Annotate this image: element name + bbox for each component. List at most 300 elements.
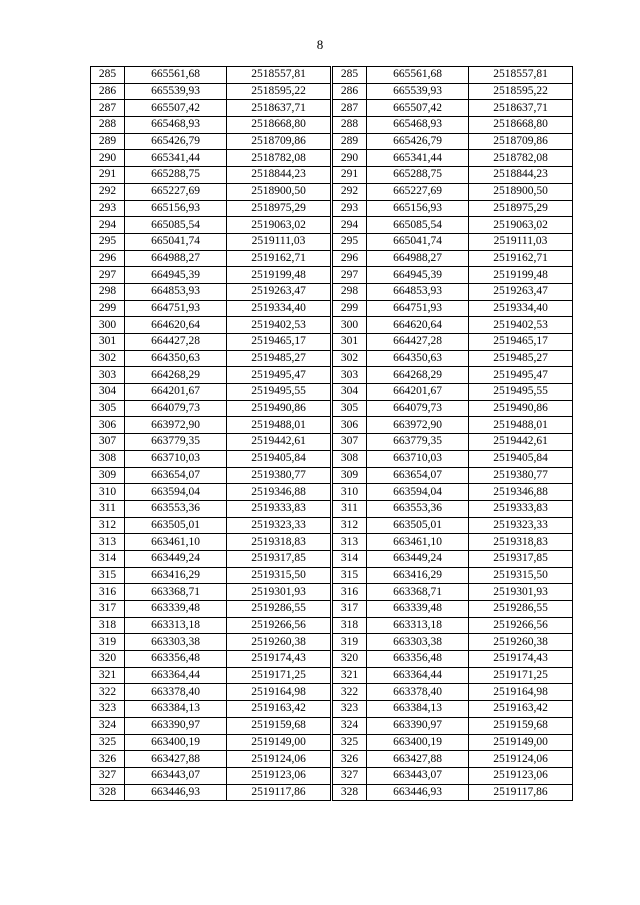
y-coordinate-cell: 2518709,86 <box>469 133 573 150</box>
table-row <box>333 417 573 434</box>
y-coordinate-cell: 2519334,40 <box>469 300 573 317</box>
x-coordinate-cell: 664427,28 <box>125 334 227 351</box>
x-coordinate-cell: 663461,10 <box>125 534 227 551</box>
table-row <box>333 83 573 100</box>
table-row <box>91 233 331 250</box>
x-coordinate-cell: 663384,13 <box>125 701 227 718</box>
x-coordinate-cell: 663368,71 <box>367 584 469 601</box>
point-number-cell: 321 <box>91 667 125 684</box>
y-coordinate-cell: 2518637,71 <box>469 100 573 117</box>
x-coordinate-cell: 665539,93 <box>125 83 227 100</box>
table-row <box>333 634 573 651</box>
point-number-cell: 289 <box>91 133 125 150</box>
point-number-cell: 286 <box>333 83 367 100</box>
table-row <box>91 634 331 651</box>
y-coordinate-cell: 2519318,83 <box>469 534 573 551</box>
x-coordinate-cell: 664201,67 <box>367 384 469 401</box>
x-coordinate-cell: 664268,29 <box>367 367 469 384</box>
point-number-cell: 310 <box>91 484 125 501</box>
table-row <box>333 133 573 150</box>
x-coordinate-cell: 663446,93 <box>125 784 227 801</box>
y-coordinate-cell: 2519442,61 <box>469 434 573 451</box>
x-coordinate-cell: 663378,40 <box>125 684 227 701</box>
point-number-cell: 290 <box>333 150 367 167</box>
y-coordinate-cell: 2518900,50 <box>469 183 573 200</box>
y-coordinate-cell: 2519149,00 <box>469 734 573 751</box>
y-coordinate-cell: 2519465,17 <box>227 334 331 351</box>
x-coordinate-cell: 663303,38 <box>367 634 469 651</box>
table-row <box>91 67 331 84</box>
point-number-cell: 301 <box>91 334 125 351</box>
point-number-cell: 300 <box>333 317 367 334</box>
table-row <box>333 651 573 668</box>
table-row <box>333 217 573 234</box>
table-row <box>91 534 331 551</box>
x-coordinate-cell: 663364,44 <box>125 667 227 684</box>
table-row <box>333 617 573 634</box>
x-coordinate-cell: 663505,01 <box>125 517 227 534</box>
y-coordinate-cell: 2519260,38 <box>469 634 573 651</box>
table-row <box>91 400 331 417</box>
y-coordinate-cell: 2518844,23 <box>227 167 331 184</box>
point-number-cell: 325 <box>91 734 125 751</box>
x-coordinate-cell: 665561,68 <box>125 67 227 84</box>
x-coordinate-cell: 663339,48 <box>367 601 469 618</box>
point-number-cell: 302 <box>91 350 125 367</box>
x-coordinate-cell: 665227,69 <box>125 183 227 200</box>
point-number-cell: 309 <box>91 467 125 484</box>
point-number-cell: 323 <box>91 701 125 718</box>
table-row <box>91 167 331 184</box>
y-coordinate-cell: 2519123,06 <box>469 767 573 784</box>
table-row <box>91 734 331 751</box>
y-coordinate-cell: 2519164,98 <box>227 684 331 701</box>
table-row <box>91 651 331 668</box>
y-coordinate-cell: 2519199,48 <box>469 267 573 284</box>
y-coordinate-cell: 2519488,01 <box>469 417 573 434</box>
point-number-cell: 321 <box>333 667 367 684</box>
y-coordinate-cell: 2518782,08 <box>227 150 331 167</box>
point-number-cell: 325 <box>333 734 367 751</box>
y-coordinate-cell: 2519163,42 <box>227 701 331 718</box>
table-row <box>333 267 573 284</box>
y-coordinate-cell: 2519164,98 <box>469 684 573 701</box>
y-coordinate-cell: 2519174,43 <box>469 651 573 668</box>
point-number-cell: 311 <box>333 500 367 517</box>
point-number-cell: 315 <box>91 567 125 584</box>
table-row <box>333 350 573 367</box>
point-number-cell: 300 <box>91 317 125 334</box>
table-row <box>91 517 331 534</box>
x-coordinate-cell: 665539,93 <box>367 83 469 100</box>
y-coordinate-cell: 2519442,61 <box>227 434 331 451</box>
y-coordinate-cell: 2519485,27 <box>227 350 331 367</box>
x-coordinate-cell: 665341,44 <box>125 150 227 167</box>
y-coordinate-cell: 2519171,25 <box>227 667 331 684</box>
x-coordinate-cell: 663710,03 <box>125 450 227 467</box>
x-coordinate-cell: 665468,93 <box>125 117 227 134</box>
table-row <box>333 717 573 734</box>
y-coordinate-cell: 2519263,47 <box>469 283 573 300</box>
point-number-cell: 288 <box>91 117 125 134</box>
point-number-cell: 301 <box>333 334 367 351</box>
x-coordinate-cell: 663654,07 <box>367 467 469 484</box>
x-coordinate-cell: 663449,24 <box>125 550 227 567</box>
point-number-cell: 326 <box>91 751 125 768</box>
table-row <box>91 133 331 150</box>
y-coordinate-cell: 2519465,17 <box>469 334 573 351</box>
table-row <box>91 317 331 334</box>
x-coordinate-cell: 663553,36 <box>367 500 469 517</box>
y-coordinate-cell: 2519124,06 <box>469 751 573 768</box>
x-coordinate-cell: 663427,88 <box>125 751 227 768</box>
point-number-cell: 293 <box>91 200 125 217</box>
table-row <box>91 500 331 517</box>
point-number-cell: 298 <box>91 283 125 300</box>
table-row <box>333 567 573 584</box>
table-row <box>333 334 573 351</box>
point-number-cell: 316 <box>91 584 125 601</box>
point-number-cell: 302 <box>333 350 367 367</box>
point-number-cell: 319 <box>91 634 125 651</box>
y-coordinate-cell: 2519334,40 <box>227 300 331 317</box>
y-coordinate-cell: 2519174,43 <box>227 651 331 668</box>
point-number-cell: 322 <box>333 684 367 701</box>
table-row <box>91 117 331 134</box>
y-coordinate-cell: 2519162,71 <box>227 250 331 267</box>
y-coordinate-cell: 2518782,08 <box>469 150 573 167</box>
table-row <box>333 100 573 117</box>
y-coordinate-cell: 2519266,56 <box>227 617 331 634</box>
point-number-cell: 299 <box>333 300 367 317</box>
y-coordinate-cell: 2519111,03 <box>227 233 331 250</box>
y-coordinate-cell: 2519485,27 <box>469 350 573 367</box>
table-row <box>91 283 331 300</box>
point-number-cell: 307 <box>91 434 125 451</box>
point-number-cell: 296 <box>91 250 125 267</box>
x-coordinate-cell: 663594,04 <box>125 484 227 501</box>
x-coordinate-cell: 664079,73 <box>367 400 469 417</box>
y-coordinate-cell: 2519380,77 <box>227 467 331 484</box>
y-coordinate-cell: 2518900,50 <box>227 183 331 200</box>
point-number-cell: 327 <box>91 767 125 784</box>
coordinates-table-right <box>332 66 573 801</box>
x-coordinate-cell: 665227,69 <box>367 183 469 200</box>
y-coordinate-cell: 2519323,33 <box>227 517 331 534</box>
y-coordinate-cell: 2519405,84 <box>227 450 331 467</box>
table-row <box>333 601 573 618</box>
point-number-cell: 319 <box>333 634 367 651</box>
point-number-cell: 324 <box>333 717 367 734</box>
point-number-cell: 295 <box>91 233 125 250</box>
y-coordinate-cell: 2519318,83 <box>227 534 331 551</box>
table-row <box>333 484 573 501</box>
point-number-cell: 320 <box>333 651 367 668</box>
table-row <box>333 384 573 401</box>
point-number-cell: 294 <box>91 217 125 234</box>
x-coordinate-cell: 663390,97 <box>367 717 469 734</box>
point-number-cell: 318 <box>91 617 125 634</box>
point-number-cell: 297 <box>91 267 125 284</box>
y-coordinate-cell: 2519346,88 <box>227 484 331 501</box>
x-coordinate-cell: 663446,93 <box>367 784 469 801</box>
x-coordinate-cell: 665041,74 <box>367 233 469 250</box>
y-coordinate-cell: 2519495,47 <box>227 367 331 384</box>
x-coordinate-cell: 665085,54 <box>125 217 227 234</box>
point-number-cell: 314 <box>333 550 367 567</box>
y-coordinate-cell: 2519159,68 <box>227 717 331 734</box>
x-coordinate-cell: 664620,64 <box>125 317 227 334</box>
point-number-cell: 304 <box>91 384 125 401</box>
x-coordinate-cell: 663505,01 <box>367 517 469 534</box>
table-row <box>333 701 573 718</box>
table-row <box>91 367 331 384</box>
y-coordinate-cell: 2519301,93 <box>227 584 331 601</box>
x-coordinate-cell: 663378,40 <box>367 684 469 701</box>
table-row <box>333 467 573 484</box>
table-row <box>333 517 573 534</box>
y-coordinate-cell: 2519490,86 <box>469 400 573 417</box>
x-coordinate-cell: 663313,18 <box>367 617 469 634</box>
x-coordinate-cell: 663390,97 <box>125 717 227 734</box>
table-row <box>333 300 573 317</box>
point-number-cell: 327 <box>333 767 367 784</box>
y-coordinate-cell: 2519199,48 <box>227 267 331 284</box>
point-number-cell: 285 <box>333 67 367 84</box>
y-coordinate-cell: 2518844,23 <box>469 167 573 184</box>
table-row <box>333 500 573 517</box>
x-coordinate-cell: 663461,10 <box>367 534 469 551</box>
x-coordinate-cell: 664988,27 <box>367 250 469 267</box>
point-number-cell: 328 <box>333 784 367 801</box>
x-coordinate-cell: 664751,93 <box>367 300 469 317</box>
point-number-cell: 298 <box>333 283 367 300</box>
y-coordinate-cell: 2518975,29 <box>469 200 573 217</box>
x-coordinate-cell: 665468,93 <box>367 117 469 134</box>
x-coordinate-cell: 664988,27 <box>125 250 227 267</box>
y-coordinate-cell: 2519402,53 <box>469 317 573 334</box>
y-coordinate-cell: 2518975,29 <box>227 200 331 217</box>
y-coordinate-cell: 2519263,47 <box>227 283 331 300</box>
table-row <box>333 250 573 267</box>
x-coordinate-cell: 663400,19 <box>367 734 469 751</box>
x-coordinate-cell: 664201,67 <box>125 384 227 401</box>
point-number-cell: 322 <box>91 684 125 701</box>
x-coordinate-cell: 663972,90 <box>367 417 469 434</box>
point-number-cell: 311 <box>91 500 125 517</box>
y-coordinate-cell: 2519159,68 <box>469 717 573 734</box>
y-coordinate-cell: 2519402,53 <box>227 317 331 334</box>
coordinates-table-left <box>90 66 331 801</box>
point-number-cell: 323 <box>333 701 367 718</box>
point-number-cell: 292 <box>91 183 125 200</box>
x-coordinate-cell: 665341,44 <box>367 150 469 167</box>
point-number-cell: 309 <box>333 467 367 484</box>
table-row <box>333 400 573 417</box>
table-row <box>333 734 573 751</box>
point-number-cell: 320 <box>91 651 125 668</box>
y-coordinate-cell: 2519333,83 <box>227 500 331 517</box>
point-number-cell: 303 <box>333 367 367 384</box>
table-row <box>333 317 573 334</box>
table-row <box>333 584 573 601</box>
x-coordinate-cell: 663443,07 <box>367 767 469 784</box>
table-row <box>333 117 573 134</box>
point-number-cell: 288 <box>333 117 367 134</box>
point-number-cell: 285 <box>91 67 125 84</box>
y-coordinate-cell: 2519488,01 <box>227 417 331 434</box>
table-row <box>333 67 573 84</box>
page-number: 8 <box>316 37 324 52</box>
table-row <box>91 434 331 451</box>
table-row <box>333 150 573 167</box>
y-coordinate-cell: 2518668,80 <box>469 117 573 134</box>
y-coordinate-cell: 2519346,88 <box>469 484 573 501</box>
x-coordinate-cell: 664853,93 <box>367 283 469 300</box>
point-number-cell: 312 <box>91 517 125 534</box>
x-coordinate-cell: 663779,35 <box>367 434 469 451</box>
point-number-cell: 308 <box>333 450 367 467</box>
table-row <box>91 200 331 217</box>
y-coordinate-cell: 2519301,93 <box>469 584 573 601</box>
point-number-cell: 305 <box>333 400 367 417</box>
point-number-cell: 289 <box>333 133 367 150</box>
x-coordinate-cell: 665426,79 <box>125 133 227 150</box>
x-coordinate-cell: 663972,90 <box>125 417 227 434</box>
x-coordinate-cell: 665288,75 <box>125 167 227 184</box>
table-row <box>333 684 573 701</box>
table-row <box>91 334 331 351</box>
y-coordinate-cell: 2518557,81 <box>227 67 331 84</box>
x-coordinate-cell: 663400,19 <box>125 734 227 751</box>
x-coordinate-cell: 663710,03 <box>367 450 469 467</box>
table-row <box>91 150 331 167</box>
y-coordinate-cell: 2519380,77 <box>469 467 573 484</box>
point-number-cell: 287 <box>91 100 125 117</box>
x-coordinate-cell: 663427,88 <box>367 751 469 768</box>
point-number-cell: 294 <box>333 217 367 234</box>
y-coordinate-cell: 2518557,81 <box>469 67 573 84</box>
x-coordinate-cell: 663356,48 <box>125 651 227 668</box>
point-number-cell: 328 <box>91 784 125 801</box>
table-row <box>333 767 573 784</box>
x-coordinate-cell: 665288,75 <box>367 167 469 184</box>
table-row <box>91 484 331 501</box>
point-number-cell: 304 <box>333 384 367 401</box>
x-coordinate-cell: 663594,04 <box>367 484 469 501</box>
table-row <box>91 350 331 367</box>
y-coordinate-cell: 2519315,50 <box>227 567 331 584</box>
table-row <box>91 450 331 467</box>
x-coordinate-cell: 665507,42 <box>125 100 227 117</box>
y-coordinate-cell: 2518595,22 <box>227 83 331 100</box>
point-number-cell: 295 <box>333 233 367 250</box>
table-row <box>333 367 573 384</box>
y-coordinate-cell: 2519117,86 <box>469 784 573 801</box>
y-coordinate-cell: 2519123,06 <box>227 767 331 784</box>
x-coordinate-cell: 665156,93 <box>367 200 469 217</box>
x-coordinate-cell: 664620,64 <box>367 317 469 334</box>
y-coordinate-cell: 2519495,55 <box>469 384 573 401</box>
x-coordinate-cell: 663313,18 <box>125 617 227 634</box>
y-coordinate-cell: 2519323,33 <box>469 517 573 534</box>
x-coordinate-cell: 665085,54 <box>367 217 469 234</box>
point-number-cell: 297 <box>333 267 367 284</box>
table-row <box>91 751 331 768</box>
table-row <box>333 667 573 684</box>
point-number-cell: 303 <box>91 367 125 384</box>
y-coordinate-cell: 2519149,00 <box>227 734 331 751</box>
table-row <box>333 434 573 451</box>
table-row <box>91 617 331 634</box>
table-row <box>91 384 331 401</box>
table-row <box>91 717 331 734</box>
table-row <box>333 784 573 801</box>
table-row <box>333 751 573 768</box>
x-coordinate-cell: 664268,29 <box>125 367 227 384</box>
x-coordinate-cell: 663553,36 <box>125 500 227 517</box>
point-number-cell: 315 <box>333 567 367 584</box>
y-coordinate-cell: 2518595,22 <box>469 83 573 100</box>
table-row <box>333 534 573 551</box>
table-row <box>91 183 331 200</box>
x-coordinate-cell: 665561,68 <box>367 67 469 84</box>
point-number-cell: 308 <box>91 450 125 467</box>
table-row <box>91 584 331 601</box>
point-number-cell: 313 <box>333 534 367 551</box>
table-row <box>91 467 331 484</box>
x-coordinate-cell: 663368,71 <box>125 584 227 601</box>
x-coordinate-cell: 664079,73 <box>125 400 227 417</box>
table-row <box>91 684 331 701</box>
table-row <box>333 283 573 300</box>
y-coordinate-cell: 2519162,71 <box>469 250 573 267</box>
table-row <box>91 100 331 117</box>
x-coordinate-cell: 664350,63 <box>125 350 227 367</box>
point-number-cell: 287 <box>333 100 367 117</box>
point-number-cell: 306 <box>91 417 125 434</box>
y-coordinate-cell: 2518668,80 <box>227 117 331 134</box>
point-number-cell: 305 <box>91 400 125 417</box>
point-number-cell: 316 <box>333 584 367 601</box>
table-row <box>91 83 331 100</box>
x-coordinate-cell: 663303,38 <box>125 634 227 651</box>
table-row <box>91 601 331 618</box>
point-number-cell: 299 <box>91 300 125 317</box>
table-row <box>91 250 331 267</box>
table-row <box>91 417 331 434</box>
y-coordinate-cell: 2519405,84 <box>469 450 573 467</box>
table-row <box>91 767 331 784</box>
point-number-cell: 312 <box>333 517 367 534</box>
point-number-cell: 313 <box>91 534 125 551</box>
x-coordinate-cell: 663384,13 <box>367 701 469 718</box>
table-row <box>91 267 331 284</box>
point-number-cell: 326 <box>333 751 367 768</box>
y-coordinate-cell: 2518709,86 <box>227 133 331 150</box>
y-coordinate-cell: 2519317,85 <box>227 550 331 567</box>
table-row <box>333 450 573 467</box>
point-number-cell: 291 <box>333 167 367 184</box>
table-row <box>333 183 573 200</box>
x-coordinate-cell: 664350,63 <box>367 350 469 367</box>
x-coordinate-cell: 663779,35 <box>125 434 227 451</box>
x-coordinate-cell: 663416,29 <box>367 567 469 584</box>
x-coordinate-cell: 663449,24 <box>367 550 469 567</box>
y-coordinate-cell: 2519266,56 <box>469 617 573 634</box>
table-row <box>91 701 331 718</box>
y-coordinate-cell: 2519171,25 <box>469 667 573 684</box>
